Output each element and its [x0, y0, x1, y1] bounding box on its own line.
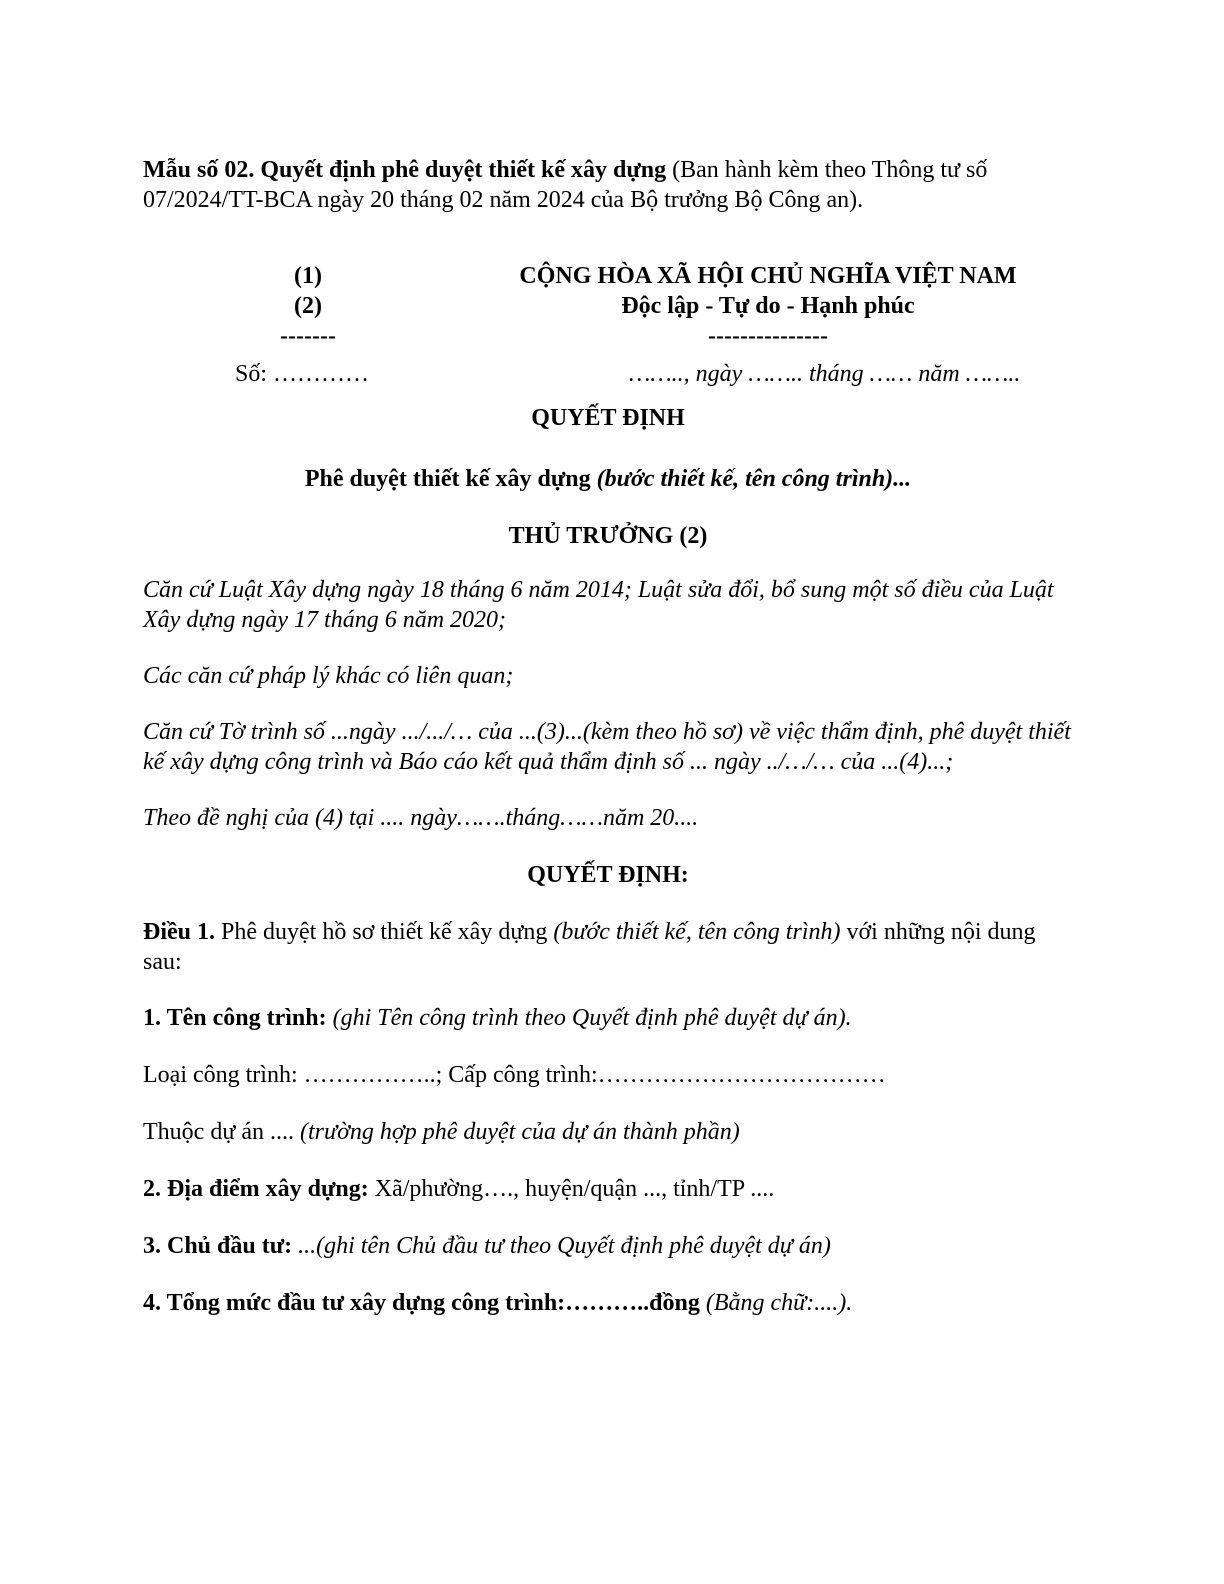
agency-rule: -------	[280, 323, 336, 349]
form-caption	[143, 155, 1073, 215]
legal-basis-4: Theo đề nghị của (4) tại .... ngày…….tháng……năm 20....	[143, 805, 699, 831]
document-date: …….., ngày …….. tháng …… năm ……..	[629, 361, 1021, 387]
form-issuance-note: (Ban hành kèm theo Thông tư số 07/2024/TT-BCA ngày 20 tháng 02 năm 2024 của Bộ trưởng Bộ Công an).	[143, 157, 988, 213]
item-location: 2. Địa điểm xây dựng: Xã/phường…., huyện/quận ..., tỉnh/TP ....	[143, 1176, 775, 1202]
national-motto: Độc lập - Tự do - Hạnh phúc	[621, 293, 915, 319]
motto-rule: ---------------	[708, 323, 828, 349]
document-number: Số: …………	[235, 361, 370, 387]
form-title: Mẫu số 02. Quyết định phê duyệt thiết kế xây dựng	[143, 157, 667, 183]
item-project-type: Loại công trình: ……………..; Cấp công trình:………………………………	[143, 1062, 886, 1088]
authority-title: THỦ TRƯỞNG (2)	[508, 523, 708, 549]
item-investor: 3. Chủ đầu tư: ...(ghi tên Chủ đầu tư theo Quyết định phê duyệt dự án)	[143, 1233, 831, 1259]
item-project-name: 1. Tên công trình: (ghi Tên công trình theo Quyết định phê duyệt dự án).	[143, 1005, 852, 1031]
national-title: CỘNG HÒA XÃ HỘI CHỦ NGHĨA VIỆT NAM	[519, 263, 1017, 289]
document-header	[143, 261, 1073, 403]
article-1: Điều 1. Phê duyệt hồ sơ thiết kế xây dựng (bước thiết kế, tên công trình) với những nội dung sau:	[143, 919, 1036, 975]
legal-basis-1: Căn cứ Luật Xây dựng ngày 18 tháng 6 năm 2014; Luật sửa đổi, bổ sung một số điều của Luật Xây dựng ngày 17 tháng 6 năm 2020;	[143, 577, 1054, 633]
item-total-investment: 4. Tổng mức đầu tư xây dựng công trình:………..đồng (Bằng chữ:....).	[143, 1290, 853, 1316]
item-parent-project: Thuộc dự án .... (trường hợp phê duyệt của dự án thành phần)	[143, 1119, 740, 1145]
legal-basis-3: Căn cứ Tờ trình số ...ngày .../.../… của ...(3)...(kèm theo hồ sơ) về việc thẩm định, phê duyệt thiết kế xây dựng công trình và Báo cáo kết quả thẩm định số ... ngày ../…/… của ...(4)...;	[143, 719, 1071, 775]
decision-heading: QUYẾT ĐỊNH:	[527, 862, 689, 888]
issuing-agency: (2)	[294, 293, 322, 319]
issuing-agency-superior: (1)	[294, 263, 322, 289]
legal-basis-2: Các căn cứ pháp lý khác có liên quan;	[143, 663, 514, 689]
document-page	[143, 155, 1073, 1318]
decision-title: QUYẾT ĐỊNH	[531, 405, 685, 431]
decision-subtitle: Phê duyệt thiết kế xây dựng (bước thiết kế, tên công trình)...	[304, 466, 912, 492]
